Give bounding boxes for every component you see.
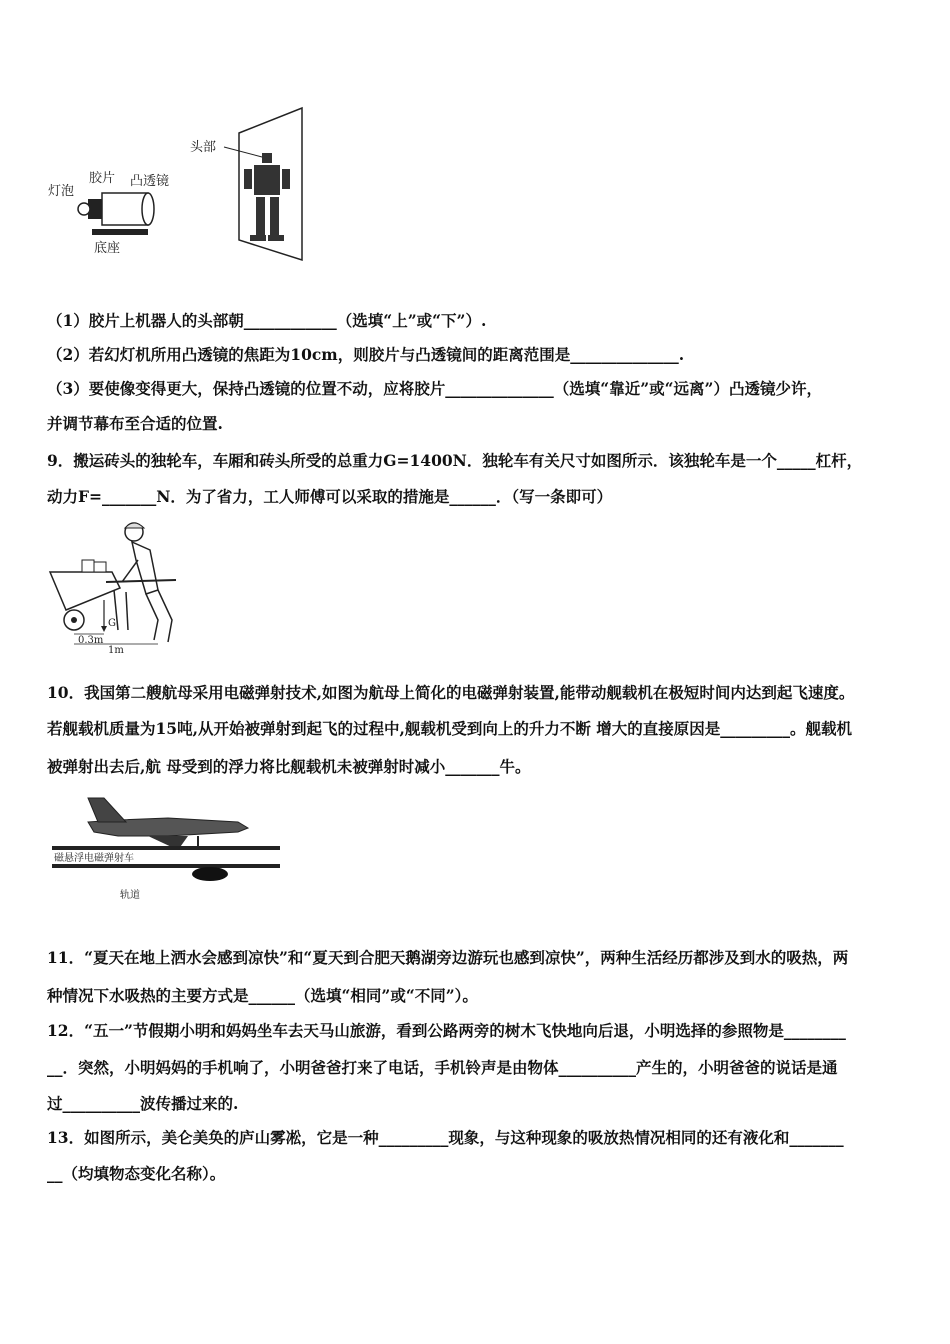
- q12-line2: __．突然，小明妈妈的手机响了，小明爸爸打来了电话，手机铃声是由物体__________产生的，小明爸爸的说话是通: [47, 1058, 838, 1077]
- label-bulb: 灯泡: [48, 184, 75, 199]
- label-film: 胶片: [89, 171, 116, 186]
- q10-line1: 10．我国第二艘航母采用电磁弹射技术,如图为航母上简化的电磁弹射装置,能带动舰载机在极短时间内达到起飞速度。: [47, 683, 855, 702]
- wheelbarrow-figure: [46, 520, 196, 655]
- q11-line2: 种情况下水吸热的主要方式是______（选填“相同”或“不同”）。: [47, 986, 478, 1005]
- q12-line3: 过__________波传播过来的.: [47, 1094, 239, 1113]
- q10-line2: 若舰载机质量为15吨,从开始被弹射到起飞的过程中,舰载机受到向上的升力不断 增大的直接原因是_________。舰载机: [47, 719, 853, 738]
- q8-part3-line1: （3）要使像变得更大，保持凸透镜的位置不动，应将胶片______________（选填“靠近”或“远离”）凸透镜少许，: [47, 379, 822, 398]
- q8-part1: （1）胶片上机器人的头部朝____________（选填“上”或“下”）.: [47, 311, 487, 330]
- label-0.3m: 0.3m: [78, 635, 104, 646]
- q9-line2: 动力F=_______N．为了省力，工人师傅可以采取的措施是______．（写一条即可）: [47, 487, 613, 506]
- q8-part3-line2: 并调节幕布至合适的位置.: [47, 414, 223, 433]
- q13-line1: 13．如图所示，美仑美奂的庐山雾凇，它是一种_________现象，与这种现象的吸放热情况相同的还有液化和_______: [47, 1128, 844, 1147]
- label-head: 头部: [190, 140, 217, 155]
- q8-part2: （2）若幻灯机所用凸透镜的焦距为10cm，则胶片与凸透镜间的距离范围是______________.: [47, 345, 685, 364]
- q12-line1: 12．“五一”节假期小明和妈妈坐车去天马山旅游，看到公路两旁的树木飞快地向后退，小明选择的参照物是________: [47, 1021, 846, 1040]
- q11-line1: 11．“夏天在地上洒水会感到凉快”和“夏天到合肥天鹅湖旁边游玩也感到凉快”，两种生活经历都涉及到水的吸热，两: [47, 948, 849, 967]
- label-G: G: [108, 618, 116, 629]
- q9-line1: 9．搬运砖头的独轮车，车厢和砖头所受的总重力G=1400N．独轮车有关尺寸如图所示．该独轮车是一个_____杠杆，: [47, 451, 863, 470]
- q13-line2: __（均填物态变化名称）。: [47, 1164, 226, 1183]
- label-base: 底座: [94, 241, 121, 256]
- label-lens: 凸透镜: [130, 174, 170, 189]
- label-cart: 磁悬浮电磁弹射车: [54, 853, 134, 864]
- projector-figure: [44, 105, 314, 270]
- q10-line3: 被弹射出去后,航 母受到的浮力将比舰载机未被弹射时减小_______牛。: [47, 757, 531, 776]
- catapult-figure: [48, 792, 284, 912]
- label-1m: 1m: [108, 645, 124, 655]
- label-track: 轨道: [120, 890, 140, 901]
